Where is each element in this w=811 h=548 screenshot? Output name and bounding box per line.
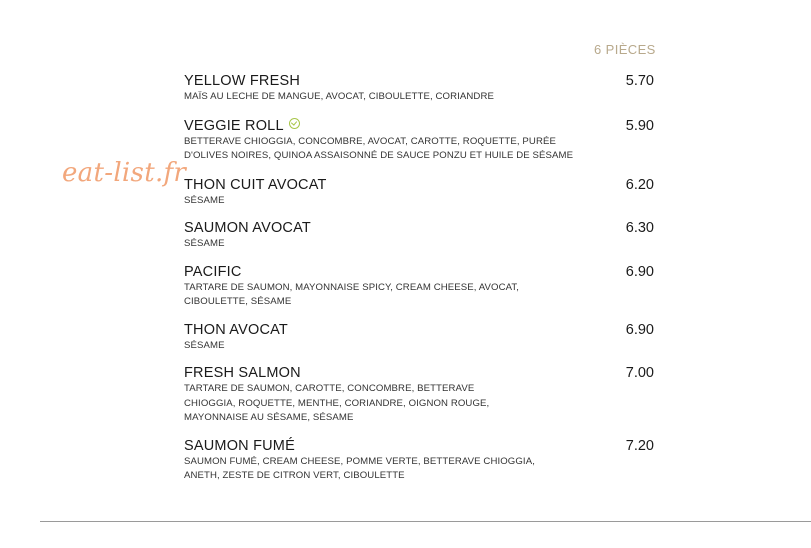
item-price: 6.20: [625, 176, 654, 193]
item-description-line: MAYONNAISE AU SÉSAME, SÉSAME: [184, 412, 354, 423]
item-description: [184, 281, 614, 310]
menu-item: [184, 117, 656, 164]
item-description-line: SÉSAME: [184, 238, 225, 249]
item-price: 5.90: [625, 117, 654, 134]
pieces-count-label: 6 PIÈCES: [594, 42, 656, 57]
item-description: [184, 339, 614, 354]
item-description: [184, 237, 614, 252]
item-description-line: MAÏS AU LECHE DE MANGUE, AVOCAT, CIBOULETTE, CORIANDRE: [184, 91, 494, 102]
menu-list: [184, 72, 656, 484]
item-description-line: SAUMON FUMÉ, CREAM CHEESE, POMME VERTE, BETTERAVE CHIOGGIA,: [184, 455, 535, 467]
item-name: THON AVOCAT: [184, 321, 288, 338]
item-description-line: SÉSAME: [184, 339, 225, 351]
menu-item: [184, 437, 656, 484]
item-name: FRESH SALMON: [184, 365, 301, 381]
item-name: YELLOW FRESH: [184, 73, 301, 89]
item-description: [184, 90, 614, 105]
item-description: [184, 382, 614, 426]
item-description-line: SÉSAME: [184, 194, 225, 206]
item-name: VEGGIE ROLL: [184, 117, 284, 134]
menu-item: [184, 176, 656, 209]
item-price: 5.70: [625, 73, 654, 89]
menu-item: [184, 263, 656, 310]
item-name: SAUMON FUMÉ: [184, 437, 295, 454]
item-description: [184, 455, 614, 484]
item-description-line: D'OLIVES NOIRES, QUINOA ASSAISONNÉ DE SAUCE PONZU ET HUILE DE SÉSAME: [184, 150, 574, 161]
item-name: THON CUIT AVOCAT: [184, 176, 327, 193]
bottom-divider: [40, 521, 811, 522]
menu-item: [184, 72, 656, 105]
item-description-line: CIBOULETTE, SÉSAME: [184, 296, 292, 307]
item-description: [184, 135, 614, 164]
item-name: PACIFIC: [184, 263, 242, 280]
menu-item: [184, 321, 656, 354]
vegetarian-icon: [289, 118, 300, 129]
item-name-row: [184, 117, 656, 135]
item-description-line: CHIOGGIA, ROQUETTE, MENTHE, CORIANDRE, OIGNON ROUGE,: [184, 397, 490, 409]
item-price: 6.30: [625, 220, 654, 236]
item-description-line: TARTARE DE SAUMON, CAROTTE, CONCOMBRE, BETTERAVE: [184, 383, 475, 394]
item-price: 6.90: [625, 263, 654, 280]
item-description: [184, 194, 614, 209]
item-description-line: ANETH, ZESTE DE CITRON VERT, CIBOULETTE: [184, 470, 405, 481]
item-price: 7.00: [625, 365, 654, 381]
item-description-line: TARTARE DE SAUMON, MAYONNAISE SPICY, CREAM CHEESE, AVOCAT,: [184, 281, 520, 293]
item-price: 6.90: [625, 321, 654, 338]
menu-item: [184, 219, 656, 252]
item-price: 7.20: [625, 437, 654, 454]
menu-item: [184, 364, 656, 426]
watermark: eat-list.fr: [62, 158, 187, 188]
item-description-line: BETTERAVE CHIOGGIA, CONCOMBRE, AVOCAT, CAROTTE, ROQUETTE, PURÉE: [184, 135, 556, 147]
item-name: SAUMON AVOCAT: [184, 220, 311, 236]
